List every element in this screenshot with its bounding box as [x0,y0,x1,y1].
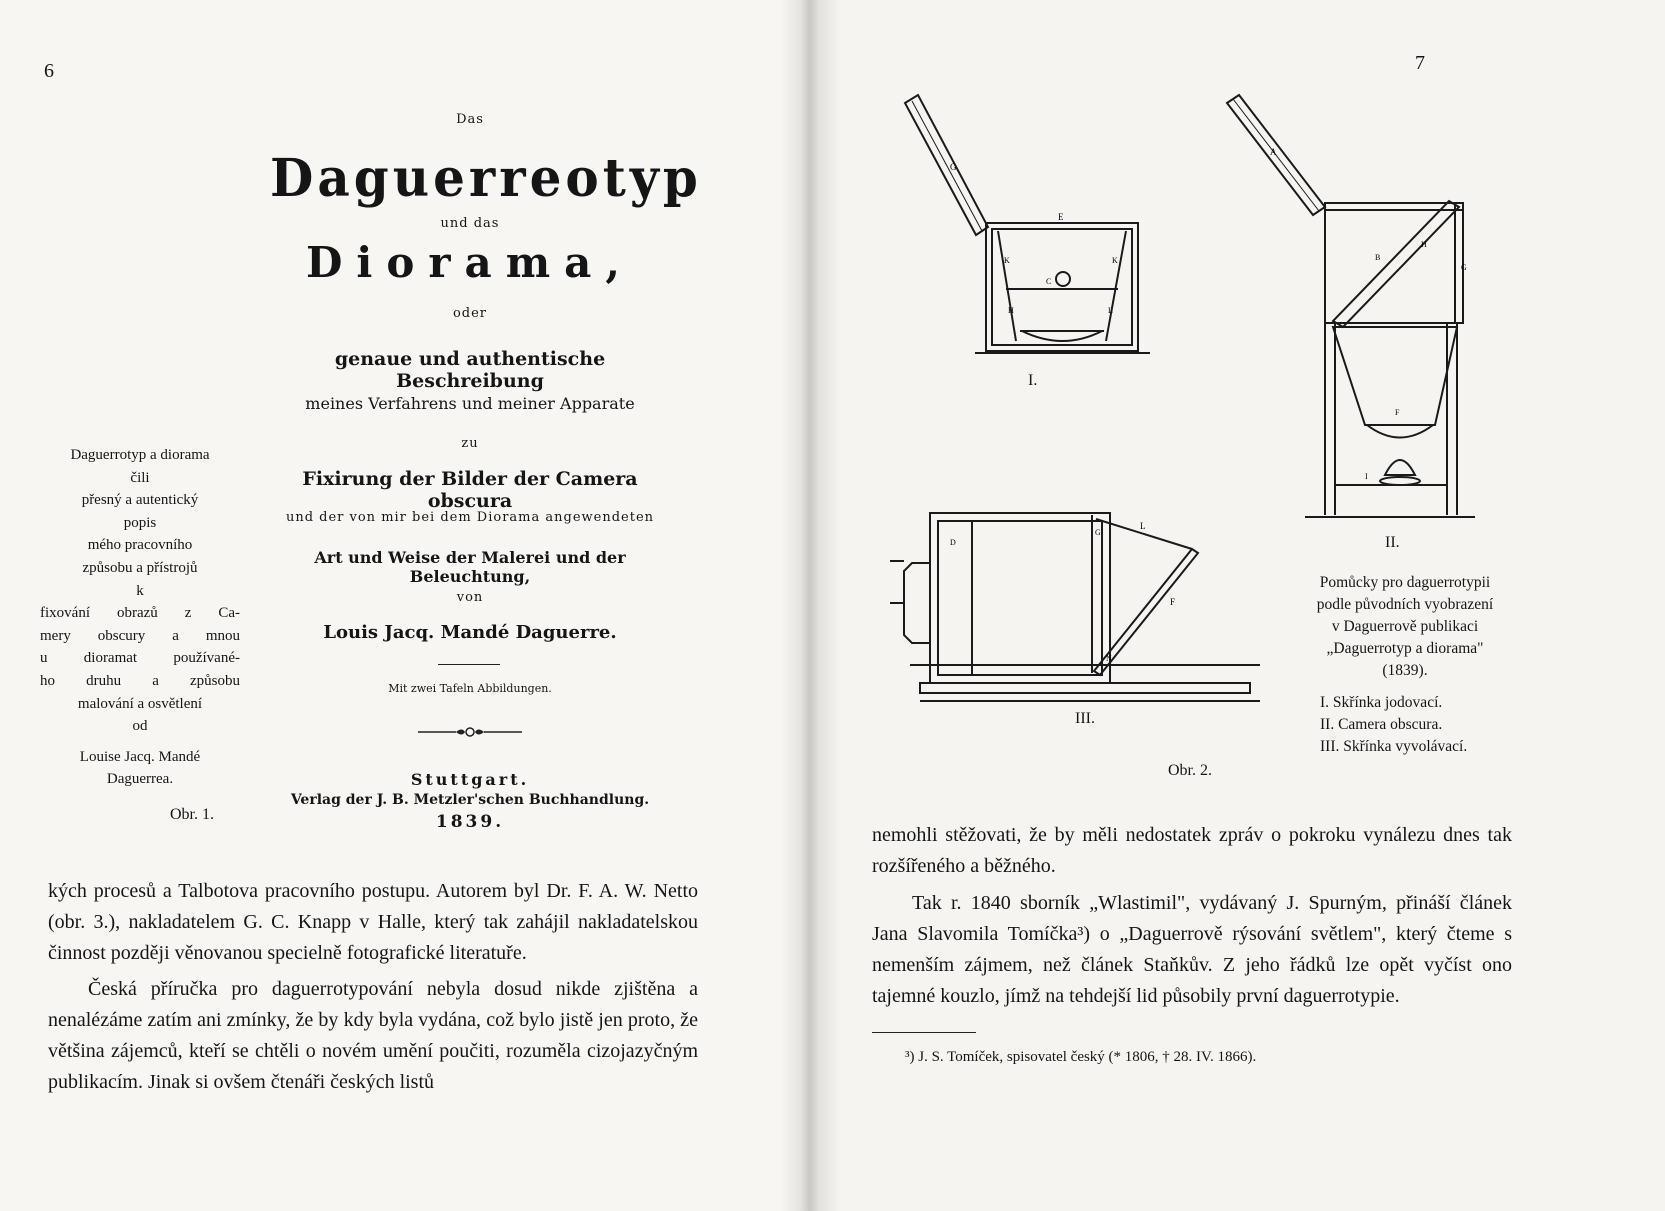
title-line-tafeln: Mit zwei Tafeln Abbildungen. [388,682,552,695]
left-paragraph-2: Česká příručka pro daguerrotypování nebyla dosud nikde zjištěna a nenalézáme zatím ani zmínky, že by kdy byla vydána, což bylo jistě jen proto, že většina zájemců, kteří se chtěli o novém umění poučiti, rozuměla cizojazyčným publikacím. Jinak si ovšem čtenáři českých listů [48,978,698,1093]
title-line-zu: zu [461,436,479,451]
caption-line: Louise Jacq. Mandé [79,748,201,765]
caption-line: popis [123,514,157,531]
right-paragraph-1: nemohli stěžovati, že by měli nedostatek zpráv o pokroku vynálezu dnes tak rozšířeného a běžného. [872,824,1512,877]
svg-text:I: I [1365,472,1368,481]
svg-text:C: C [1046,277,1052,286]
caption-line: fixování obrazů z Ca- [40,605,240,622]
svg-text:A: A [1270,147,1277,157]
caption-line: Daguerrea. [106,771,174,788]
right-paragraph-2: Tak r. 1840 sborník „Wlastimil", vydávaný J. Spurným, přináší článek Jana Slavomila Tomíčka³) o „Daguerrově rýsování světlem", který čteme s nemenším zájmem, než článek Staňkův. Z jeho řádků lze opět vyčíst ono tajemné kouzlo, jímž na tehdejší lid působily první daguerrotypie. [872,892,1512,1007]
title-line-oder: oder [452,306,488,321]
figure2-legend-items [1320,692,1467,758]
caption-line: Daguerrotyp a diorama [70,447,210,463]
legend-item: III. Skřínka vyvolávací. [1320,738,1468,755]
title-line-malerei: Art und Weise der Malerei und der Beleuchtung, [314,548,626,586]
title-line-verfahrens: meines Verfahrens und meiner Apparate [305,394,635,413]
title-rule [438,664,500,665]
svg-text:F: F [1170,597,1176,607]
title-line-beschreibung: genaue und authentische Beschreibung [334,348,606,392]
caption-line: čili [130,469,150,486]
title-line-und-das: und das [440,216,500,231]
ornament-icon [418,726,522,738]
title-line-das: Das [456,112,484,127]
legend-line: v Daguerrově publikaci [1331,618,1479,635]
svg-text:K: K [1112,256,1118,265]
legend-line: „Daguerrotyp a diorama" [1326,640,1484,657]
svg-text:N: N [1106,654,1112,663]
left-page [0,0,800,1211]
title-line-angewendeten: und der von mir bei dem Diorama angewendeten [285,510,655,525]
right-body-text [872,820,1512,1012]
svg-text:B: B [1375,253,1381,262]
figure-camera-obscura [1225,95,1485,525]
figure-label-ii: II. [1385,534,1400,551]
title-line-year: 1839. [435,812,505,832]
caption-line: u dioramat používané- [40,650,240,667]
caption-line: způsobu a přístrojů [82,559,198,576]
legend-line: Pomůcky pro daguerrotypii [1319,574,1491,591]
legend-item: II. Camera obscura. [1320,716,1443,733]
footnote-rule [872,1032,976,1033]
title-daguerreotyp: Daguerreotyp [270,146,702,209]
caption-line: přesný a autentický [81,492,199,509]
svg-text:L: L [1108,306,1113,315]
svg-text:L: L [1140,521,1146,531]
title-line-fixirung: Fixirung der Bilder der Camera obscura [302,468,638,512]
caption-line: mery obscury a mnou [40,627,240,644]
footnote: ³) J. S. Tomíček, spisovatel český (* 1806, † 28. IV. 1866). [905,1049,1257,1065]
caption-line: ho druhu a způsobu [40,672,240,689]
title-diorama: Diorama, [305,238,634,287]
caption-line: od [132,718,148,735]
svg-text:H: H [1008,306,1014,315]
svg-text:G: G [1461,263,1467,272]
figure1-label: Obr. 1. [170,806,214,823]
caption-line: mého pracovního [87,537,193,554]
title-line-von: von [456,590,484,605]
title-line-verlag: Verlag der J. B. Metzler'schen Buchhandlung. [290,792,650,808]
figure-label-iii: III. [1075,710,1095,727]
svg-text:G: G [1095,528,1101,537]
svg-text:K: K [1004,256,1010,265]
caption-line: malování a osvětlení [77,695,203,712]
legend-line: (1839). [1382,662,1428,679]
figure-developing-box [880,505,1260,705]
svg-text:E: E [1058,212,1064,222]
figure-iodizing-box [900,95,1150,365]
svg-text:D: D [950,538,956,547]
legend-line: podle původních vyobrazení [1316,596,1494,613]
figure2-legend [1290,572,1520,682]
legend-item: I. Skřínka jodovací. [1320,694,1443,711]
left-body-text [48,876,698,1098]
figure-label-i: I. [1028,372,1038,389]
figure2-label: Obr. 2. [1168,762,1212,779]
title-line-stuttgart: Stuttgart. [410,770,530,789]
figure1-caption [40,444,240,791]
svg-text:H: H [1421,240,1427,249]
title-author: Louis Jacq. Mandé Daguerre. [323,622,617,643]
svg-text:G: G [950,162,957,172]
caption-line: k [136,582,144,599]
page-number-left: 6 [44,60,54,82]
svg-text:F: F [1395,408,1400,417]
left-paragraph-1: kých procesů a Talbotova pracovního postupu. Autorem byl Dr. F. A. W. Netto (obr. 3.), nakladatelem G. C. Knapp v Halle, který tak zahájil nakladatelskou činnost později věnovanou specielně fotografické literatuře. [48,880,698,964]
page-number-right: 7 [1415,52,1425,74]
